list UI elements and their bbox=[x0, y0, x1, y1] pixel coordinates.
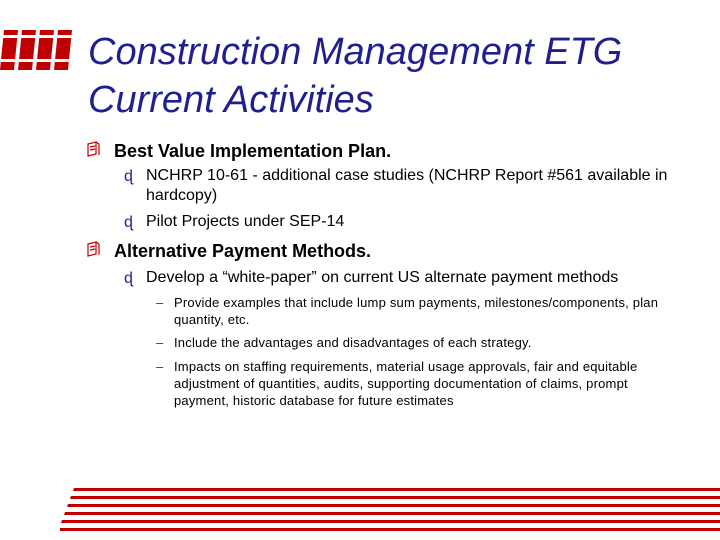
slide-logo-bars bbox=[0, 30, 78, 70]
dash-bullet: – bbox=[156, 335, 164, 350]
slide-title-line2: Current Activities bbox=[88, 79, 374, 121]
bullet-level2-text: NCHRP 10-61 - additional case studies (NCHRP Report #561 available in hardcopy) bbox=[146, 167, 668, 204]
swirl-bullet-icon: ɖ bbox=[124, 214, 133, 231]
dash-bullet: – bbox=[156, 359, 164, 374]
square-bullet-icon bbox=[86, 140, 102, 158]
dash-bullet: – bbox=[156, 295, 164, 310]
swirl-bullet-icon: ɖ bbox=[124, 168, 133, 185]
square-bullet-icon bbox=[86, 240, 102, 258]
bullet-level1-text: Best Value Implementation Plan. bbox=[114, 141, 392, 161]
bullet-level2-text: Pilot Projects under SEP-14 bbox=[146, 213, 345, 230]
bullet-level3-text: Include the advantages and disadvantages of each strategy. bbox=[174, 335, 532, 350]
bullet-level3-text: Provide examples that include lump sum payments, milestones/components, plan quantity, etc. bbox=[174, 295, 659, 327]
bullet-level3-text: Impacts on staffing requirements, material usage approvals, fair and equitable adjustment of quantities, audits, supporting documentation of claims, prompt payment, historic database for future estimates bbox=[174, 359, 638, 408]
bullet-level2-text: Develop a “white-paper” on current US alternate payment methods bbox=[146, 269, 619, 286]
slide-title-line1: Construction Management ETG bbox=[88, 31, 623, 73]
swirl-bullet-icon: ɖ bbox=[124, 270, 133, 287]
bullet-level1-text: Alternative Payment Methods. bbox=[114, 241, 372, 261]
footer-decorative-lines bbox=[60, 488, 720, 532]
